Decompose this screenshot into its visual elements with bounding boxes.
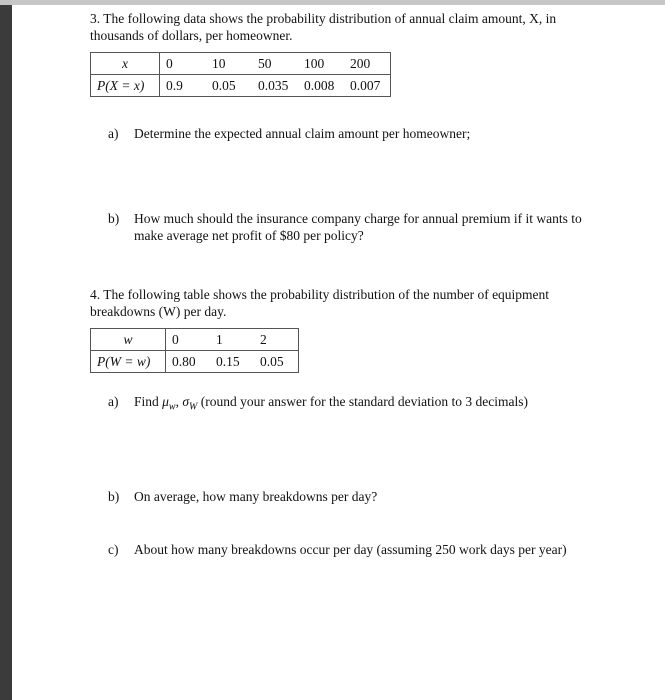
table-cell-x-label: x: [91, 53, 160, 75]
mu-subscript: w: [168, 401, 176, 413]
document-content: [12, 0, 665, 700]
part-text: About how many breakdowns occur per day (assuming 250 work days per year): [134, 541, 567, 557]
table-cell: 100: [298, 53, 344, 75]
table-cell: 50: [252, 53, 298, 75]
sigma-symbol: σ: [182, 394, 190, 409]
table-row: [91, 329, 299, 351]
table-cell: 0.008: [304, 78, 335, 93]
question-4-intro: 4. The following table shows the probability distribution of the number of equipment breakdowns (W) per day.: [90, 287, 550, 319]
table-cell: 0: [160, 53, 207, 75]
q4-probability-table: [90, 328, 299, 373]
question-3-intro: 3. The following data shows the probability distribution of annual claim amount, X, in thousands of dollars, per homeowner.: [90, 11, 557, 43]
table-cell: 10: [206, 53, 252, 75]
window-left-edge-bar: [0, 0, 12, 700]
part-label: b): [108, 211, 120, 226]
table-cell: 0.007: [350, 78, 381, 93]
rounding-note: (round your answer for the standard deviation to 3 decimals): [197, 394, 529, 409]
table-cell: 0: [166, 329, 211, 351]
question-3-part-b: [108, 210, 593, 244]
part-text: How much should the insurance company charge for annual premium if it wants to make average net profit of $80 per policy?: [134, 211, 582, 243]
part-label: a): [108, 394, 119, 409]
table-cell: 2: [254, 329, 299, 351]
part-text: On average, how many breakdowns per day?: [134, 488, 378, 504]
table-cell-px-label: P(X = x): [91, 75, 160, 97]
table-cell: 0.15: [216, 354, 240, 369]
table-cell: 200: [344, 53, 391, 75]
table-row: [91, 351, 299, 373]
table-cell: 0.05: [212, 78, 236, 93]
table-row: [91, 75, 391, 97]
part-text: Determine the expected annual claim amount per homeowner;: [134, 126, 471, 141]
table-row: [91, 53, 391, 75]
part-label: a): [108, 126, 119, 141]
table-cell-w-label: w: [91, 329, 166, 351]
table-cell: 1: [210, 329, 254, 351]
question-4-part-b: [108, 488, 593, 505]
find-prefix: Find: [134, 394, 163, 409]
sigma-subscript: W: [189, 401, 198, 413]
table-cell: 0.035: [258, 78, 289, 93]
table-cell: 0.80: [172, 354, 196, 369]
part-label: c): [108, 541, 119, 557]
q3-probability-table: [90, 52, 391, 97]
table-cell: 0.9: [166, 78, 183, 93]
table-cell: 0.05: [260, 354, 284, 369]
table-cell-pw-label: P(W = w): [91, 351, 166, 373]
question-4-part-a: [108, 393, 593, 416]
question-4-part-c: [108, 541, 593, 558]
part-text: [134, 393, 593, 416]
separator: ,: [175, 394, 183, 409]
question-3-part-a: [108, 125, 593, 142]
part-label: b): [108, 488, 120, 504]
mu-symbol: μ: [162, 394, 169, 409]
